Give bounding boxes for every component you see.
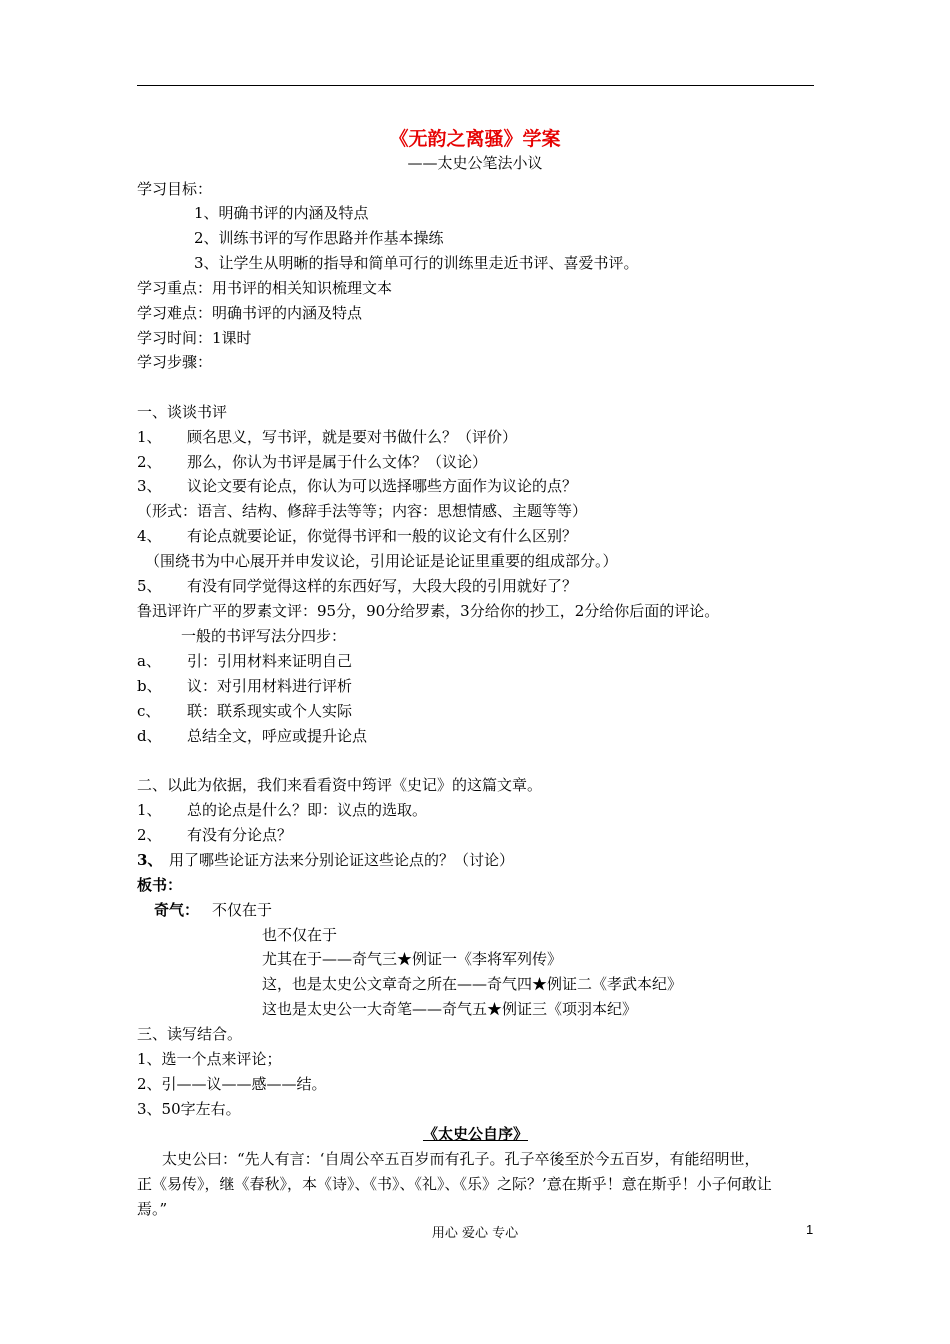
section1-q3-note: （形式：语言、结构、修辞手法等等；内容：思想情感、主题等等）: [137, 502, 588, 520]
section3-item-2: 2、引——议——感——结。: [137, 1075, 327, 1093]
steps-heading: 学习步骤：: [137, 353, 213, 371]
section2-q3: 3、 用了哪些论证方法来分别论证这些论点的？（讨论）: [137, 851, 515, 869]
board-line-1: 也不仅在于: [262, 926, 338, 944]
appendix-para-line-2: 正《易传》，继《春秋》，本《诗》、《书》、《礼》、《乐》之际？’意在斯乎！意在斯乎！小子何敢让: [137, 1175, 772, 1193]
section1-q4-note: （围绕书为中心展开并申发议论，引用论证是论证里重要的组成部分。）: [145, 552, 618, 570]
section1-q2: 2、 那么，你认为书评是属于什么文体？（议论）: [137, 453, 488, 471]
section2-q2: 2、 有没有分论点？: [137, 826, 293, 844]
goal-item-2: 2、训练书评的写作思路并作基本操练: [194, 229, 444, 247]
section3-heading: 三、读写结合。: [137, 1025, 243, 1043]
board-line-3: 这，也是太史公文章奇之所在——奇气四★例证二《孝武本纪》: [262, 975, 683, 993]
page-number: 1: [806, 1222, 814, 1237]
time-line: 学习时间：1课时: [137, 329, 252, 347]
step-d: d、 总结全文，呼应或提升论点: [137, 727, 368, 745]
section1-heading: 一、谈谈书评: [137, 403, 228, 421]
step-b: b、 议：对引用材料进行评析: [137, 677, 353, 695]
appendix-para-line-3: 焉。”: [137, 1200, 168, 1218]
section2-heading: 二、以此为依据，我们来看看资中筠评《史记》的这篇文章。: [137, 776, 543, 794]
appendix-para-line-1: 太史公曰：“先人有言：‘自周公卒五百岁而有孔子。孔子卒後至於今五百岁，有能绍明世，: [162, 1150, 760, 1168]
goal-item-3: 3、让学生从明晰的指导和简单可行的训练里走近书评、喜爱书评。: [194, 254, 639, 272]
section3-item-1: 1、选一个点来评论；: [137, 1050, 282, 1068]
section2-q1: 1、 总的论点是什么？即：议点的选取。: [137, 801, 428, 819]
step-a: a、 引：引用材料来证明自己: [137, 652, 353, 670]
difficulty-line: 学习难点：明确书评的内涵及特点: [137, 304, 363, 322]
goal-item-1: 1、明确书评的内涵及特点: [194, 204, 369, 222]
footer-motto: 用心 爱心 专心: [431, 1226, 519, 1241]
document-subtitle: ——太史公笔法小议: [407, 154, 543, 172]
goals-heading: 学习目标：: [137, 180, 213, 198]
board-first-line: 奇气： 不仅在于: [154, 901, 273, 919]
header-rule: [137, 85, 814, 86]
section1-q5: 5、 有没有同学觉得这样的东西好写，大段大段的引用就好了？: [137, 577, 578, 595]
step-c: c、 联：联系现实或个人实际: [137, 702, 353, 720]
document-title: 《无韵之离骚》学案: [389, 128, 561, 150]
board-line-2: 尤其在于——奇气三★例证一《李将军列传》: [262, 950, 563, 968]
lu-xun-line: 鲁迅评许广平的罗素文评：95分，90分给罗素，3分给你的抄工，2分给你后面的评论。: [137, 602, 720, 620]
section1-q4: 4、 有论点就要论证，你觉得书评和一般的议论文有什么区别？: [137, 527, 578, 545]
appendix-title: 《太史公自序》: [422, 1125, 528, 1143]
section1-q3: 3、 议论文要有论点，你认为可以选择哪些方面作为议论的点？: [137, 477, 578, 495]
section1-q1: 1、 顾名思义，写书评，就是要对书做什么？（评价）: [137, 428, 518, 446]
four-steps-line: 一般的书评写法分四步：: [181, 627, 347, 645]
board-heading: 板书：: [137, 876, 183, 894]
focus-line: 学习重点：用书评的相关知识梳理文本: [137, 279, 393, 297]
section3-item-3: 3、50字左右。: [137, 1100, 241, 1118]
board-line-4: 这也是太史公一大奇笔——奇气五★例证三《项羽本纪》: [262, 1000, 638, 1018]
